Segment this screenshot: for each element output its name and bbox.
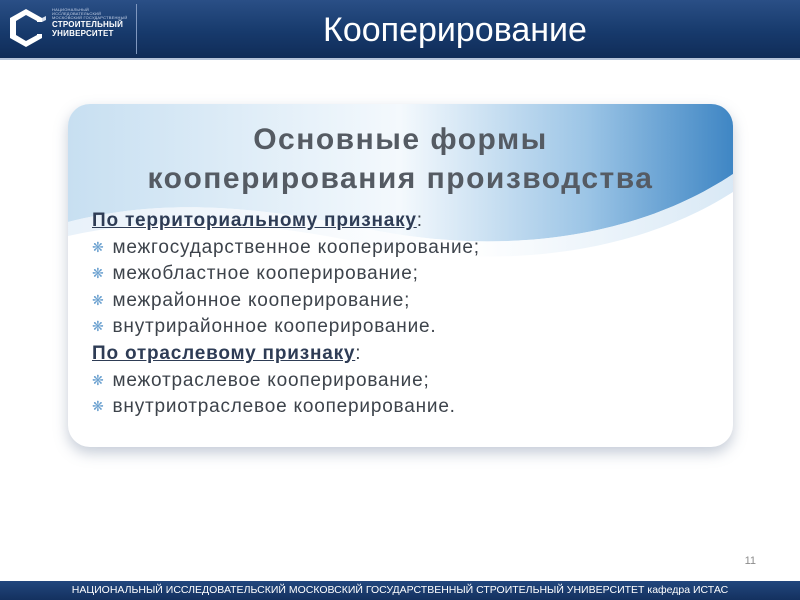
list-item <box>92 314 722 341</box>
university-logo-text <box>52 8 132 38</box>
list-item-text: межгосударственное кооперирование; <box>112 236 480 258</box>
university-logo-icon <box>6 5 46 51</box>
list-item <box>92 261 722 288</box>
list-item-text: внутрирайонное кооперирование. <box>112 316 437 338</box>
star-bullet-icon: ❋ <box>92 238 105 255</box>
card-title <box>68 120 733 198</box>
header-divider <box>0 58 800 60</box>
list-item <box>92 394 722 421</box>
star-bullet-icon: ❋ <box>92 398 105 415</box>
section-heading: По территориальному признаку: <box>92 210 423 231</box>
slide-footer <box>0 581 800 600</box>
list-item-text: внутриотраслевое кооперирование. <box>112 396 456 418</box>
content-card <box>68 104 733 447</box>
section-heading: По отраслевому признаку: <box>92 342 362 364</box>
star-bullet-icon: ❋ <box>92 371 105 388</box>
logo-big-line: УНИВЕРСИТЕТ <box>52 29 114 38</box>
section-heading-text: По отраслевому признаку <box>92 342 356 364</box>
slide-number: 11 <box>744 555 756 567</box>
list-item <box>92 235 722 262</box>
slide-header <box>0 0 800 58</box>
list-item-text: межобластное кооперирование; <box>112 263 419 285</box>
star-bullet-icon: ❋ <box>92 291 105 308</box>
footer-text: НАЦИОНАЛЬНЫЙ ИССЛЕДОВАТЕЛЬСКИЙ МОСКОВСКИЙ ГОСУДАРСТВЕННЫЙ СТРОИТЕЛЬНЫЙ УНИВЕРСИТЕТ кафедра ИСТАС <box>71 584 729 596</box>
card-title-line: Основные формы <box>253 123 548 156</box>
logo-big-line: СТРОИТЕЛЬНЫЙ <box>52 20 124 29</box>
list-item <box>92 368 722 395</box>
star-bullet-icon: ❋ <box>92 265 105 282</box>
list-item-text: межотраслевое кооперирование; <box>112 369 430 391</box>
list-item-text: межрайонное кооперирование; <box>112 289 411 311</box>
page-title: Кооперирование <box>323 11 587 49</box>
logo-divider <box>136 4 137 54</box>
logo-small-line: МОСКОВСКИЙ ГОСУДАРСТВЕННЫЙ <box>52 15 128 20</box>
list-item <box>92 288 722 315</box>
section-heading-text: По территориальному признаку <box>92 210 417 231</box>
star-bullet-icon: ❋ <box>92 318 105 335</box>
card-title-line: кооперирования производства <box>147 162 654 195</box>
card-body <box>92 208 722 421</box>
logo-small-line: НАЦИОНАЛЬНЫЙ ИССЛЕДОВАТЕЛЬСКИЙ <box>52 7 102 16</box>
